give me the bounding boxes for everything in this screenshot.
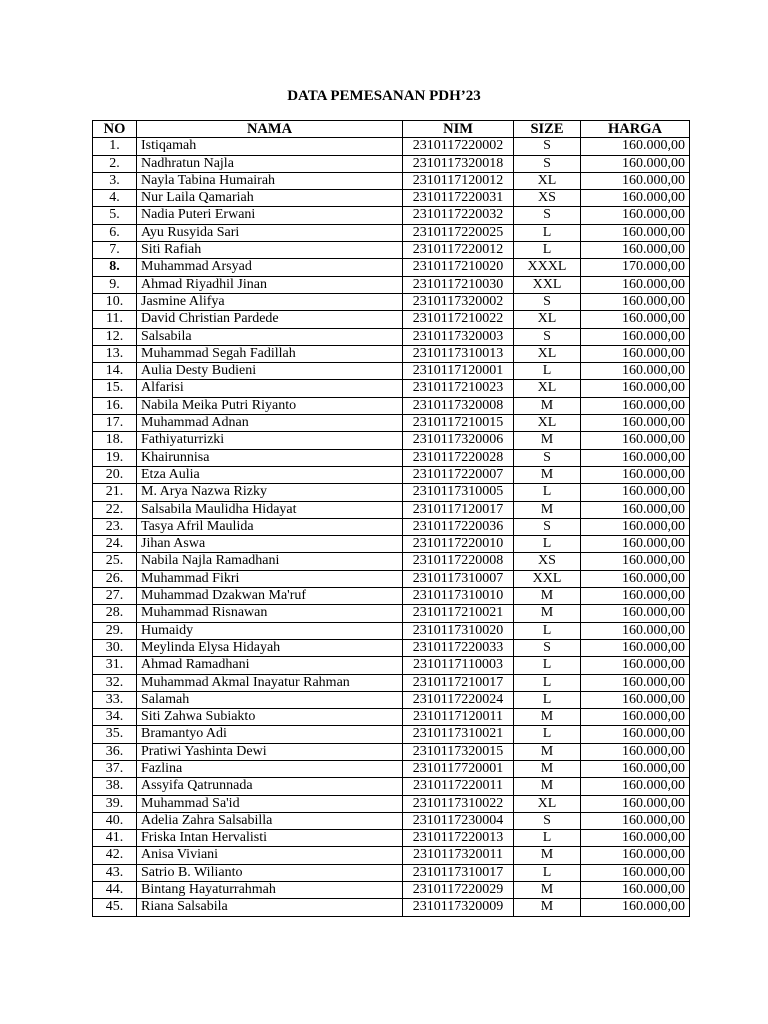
cell-size: XXL — [514, 276, 581, 293]
cell-harga: 160.000,00 — [581, 726, 690, 743]
cell-harga: 160.000,00 — [581, 242, 690, 259]
table-row — [93, 138, 690, 155]
cell-nama: Muhammad Segah Fadillah — [137, 345, 403, 362]
table-row — [93, 726, 690, 743]
cell-harga: 160.000,00 — [581, 449, 690, 466]
cell-nama: Friska Intan Hervalisti — [137, 830, 403, 847]
table-row — [93, 657, 690, 674]
cell-nim: 2310117220011 — [403, 778, 514, 795]
cell-no: 30. — [93, 639, 137, 656]
cell-nim: 2310117220002 — [403, 138, 514, 155]
table-row — [93, 864, 690, 881]
cell-nim: 2310117220008 — [403, 553, 514, 570]
cell-nim: 2310117320008 — [403, 397, 514, 414]
cell-no: 15. — [93, 380, 137, 397]
cell-harga: 160.000,00 — [581, 778, 690, 795]
cell-no: 25. — [93, 553, 137, 570]
cell-size: M — [514, 743, 581, 760]
cell-no: 10. — [93, 293, 137, 310]
cell-harga: 160.000,00 — [581, 864, 690, 881]
cell-nim: 2310117220024 — [403, 691, 514, 708]
cell-size: M — [514, 847, 581, 864]
cell-size: L — [514, 484, 581, 501]
cell-no: 14. — [93, 363, 137, 380]
header-no: NO — [93, 121, 137, 138]
cell-nama: Muhammad Arsyad — [137, 259, 403, 276]
cell-harga: 160.000,00 — [581, 830, 690, 847]
cell-no: 6. — [93, 224, 137, 241]
cell-harga: 160.000,00 — [581, 172, 690, 189]
table-row — [93, 311, 690, 328]
cell-nama: Nabila Meika Putri Riyanto — [137, 397, 403, 414]
cell-nama: Ayu Rusyida Sari — [137, 224, 403, 241]
table-row — [93, 432, 690, 449]
cell-no: 34. — [93, 709, 137, 726]
table-row — [93, 622, 690, 639]
cell-harga: 160.000,00 — [581, 743, 690, 760]
table-row — [93, 882, 690, 899]
header-size: SIZE — [514, 121, 581, 138]
cell-nim: 2310117220032 — [403, 207, 514, 224]
cell-size: M — [514, 605, 581, 622]
cell-nim: 2310117320018 — [403, 155, 514, 172]
cell-nim: 2310117220029 — [403, 882, 514, 899]
cell-nim: 2310117220013 — [403, 830, 514, 847]
table-row — [93, 553, 690, 570]
cell-nama: Assyifa Qatrunnada — [137, 778, 403, 795]
cell-nim: 2310117220033 — [403, 639, 514, 656]
cell-size: S — [514, 207, 581, 224]
cell-nim: 2310117220012 — [403, 242, 514, 259]
cell-harga: 160.000,00 — [581, 293, 690, 310]
cell-harga: 160.000,00 — [581, 501, 690, 518]
cell-harga: 160.000,00 — [581, 380, 690, 397]
header-nim: NIM — [403, 121, 514, 138]
cell-nama: Tasya Afril Maulida — [137, 518, 403, 535]
table-row — [93, 224, 690, 241]
table-row — [93, 293, 690, 310]
cell-harga: 160.000,00 — [581, 415, 690, 432]
cell-size: L — [514, 864, 581, 881]
cell-nama: Etza Aulia — [137, 466, 403, 483]
cell-nama: Muhammad Sa'id — [137, 795, 403, 812]
cell-no: 23. — [93, 518, 137, 535]
cell-nama: Nur Laila Qamariah — [137, 190, 403, 207]
cell-no: 18. — [93, 432, 137, 449]
cell-nama: Salamah — [137, 691, 403, 708]
cell-size: M — [514, 709, 581, 726]
cell-no: 45. — [93, 899, 137, 916]
cell-size: M — [514, 778, 581, 795]
cell-harga: 160.000,00 — [581, 311, 690, 328]
cell-harga: 160.000,00 — [581, 760, 690, 777]
cell-nama: Jihan Aswa — [137, 536, 403, 553]
cell-nim: 2310117120001 — [403, 363, 514, 380]
cell-no: 5. — [93, 207, 137, 224]
cell-size: L — [514, 657, 581, 674]
table-row — [93, 345, 690, 362]
cell-nama: Bramantyo Adi — [137, 726, 403, 743]
cell-harga: 160.000,00 — [581, 207, 690, 224]
cell-nim: 2310117320015 — [403, 743, 514, 760]
cell-nama: David Christian Pardede — [137, 311, 403, 328]
cell-nama: Satrio B. Wilianto — [137, 864, 403, 881]
table-row — [93, 207, 690, 224]
cell-nama: Salsabila — [137, 328, 403, 345]
cell-harga: 160.000,00 — [581, 328, 690, 345]
cell-harga: 160.000,00 — [581, 518, 690, 535]
cell-size: L — [514, 674, 581, 691]
table-row — [93, 847, 690, 864]
cell-nim: 2310117210020 — [403, 259, 514, 276]
cell-no: 1. — [93, 138, 137, 155]
cell-no: 12. — [93, 328, 137, 345]
cell-size: S — [514, 328, 581, 345]
cell-nama: Muhammad Risnawan — [137, 605, 403, 622]
cell-size: XL — [514, 345, 581, 362]
cell-nim: 2310117210030 — [403, 276, 514, 293]
table-row — [93, 501, 690, 518]
table-row — [93, 415, 690, 432]
cell-nim: 2310117310017 — [403, 864, 514, 881]
cell-nama: Muhammad Fikri — [137, 570, 403, 587]
cell-nim: 2310117120012 — [403, 172, 514, 189]
cell-no: 26. — [93, 570, 137, 587]
table-row — [93, 743, 690, 760]
cell-no: 35. — [93, 726, 137, 743]
cell-nama: Nabila Najla Ramadhani — [137, 553, 403, 570]
cell-harga: 160.000,00 — [581, 276, 690, 293]
cell-no: 39. — [93, 795, 137, 812]
cell-nama: Bintang Hayaturrahmah — [137, 882, 403, 899]
cell-nama: Anisa Viviani — [137, 847, 403, 864]
cell-harga: 160.000,00 — [581, 639, 690, 656]
document-title: DATA PEMESANAN PDH’23 — [287, 88, 481, 104]
table-row — [93, 830, 690, 847]
cell-nim: 2310117210022 — [403, 311, 514, 328]
table-row — [93, 259, 690, 276]
cell-nim: 2310117210021 — [403, 605, 514, 622]
cell-nama: Ahmad Riyadhil Jinan — [137, 276, 403, 293]
cell-harga: 160.000,00 — [581, 363, 690, 380]
cell-nim: 2310117110003 — [403, 657, 514, 674]
cell-nama: Ahmad Ramadhani — [137, 657, 403, 674]
cell-harga: 160.000,00 — [581, 691, 690, 708]
cell-nim: 2310117320011 — [403, 847, 514, 864]
table-row — [93, 242, 690, 259]
cell-size: XS — [514, 190, 581, 207]
cell-no: 3. — [93, 172, 137, 189]
cell-nim: 2310117720001 — [403, 760, 514, 777]
cell-no: 28. — [93, 605, 137, 622]
table-row — [93, 778, 690, 795]
cell-size: L — [514, 726, 581, 743]
cell-no: 44. — [93, 882, 137, 899]
cell-harga: 160.000,00 — [581, 466, 690, 483]
cell-no: 32. — [93, 674, 137, 691]
cell-no: 38. — [93, 778, 137, 795]
table-row — [93, 518, 690, 535]
cell-nama: Khairunnisa — [137, 449, 403, 466]
cell-nama: Riana Salsabila — [137, 899, 403, 916]
cell-no: 19. — [93, 449, 137, 466]
cell-size: L — [514, 622, 581, 639]
table-row — [93, 397, 690, 414]
cell-nama: Nayla Tabina Humairah — [137, 172, 403, 189]
cell-nim: 2310117310021 — [403, 726, 514, 743]
cell-nim: 2310117310007 — [403, 570, 514, 587]
cell-nim: 2310117320006 — [403, 432, 514, 449]
cell-harga: 160.000,00 — [581, 536, 690, 553]
cell-nim: 2310117120011 — [403, 709, 514, 726]
cell-no: 31. — [93, 657, 137, 674]
table-header-row — [93, 121, 690, 138]
table-row — [93, 328, 690, 345]
cell-no: 7. — [93, 242, 137, 259]
cell-size: M — [514, 501, 581, 518]
table-row — [93, 899, 690, 916]
cell-no: 40. — [93, 812, 137, 829]
table-row — [93, 380, 690, 397]
cell-no: 41. — [93, 830, 137, 847]
cell-size: L — [514, 224, 581, 241]
cell-nim: 2310117120017 — [403, 501, 514, 518]
cell-harga: 160.000,00 — [581, 553, 690, 570]
cell-nim: 2310117210023 — [403, 380, 514, 397]
cell-no: 33. — [93, 691, 137, 708]
cell-size: XL — [514, 172, 581, 189]
table-row — [93, 276, 690, 293]
cell-nama: Siti Rafiah — [137, 242, 403, 259]
cell-nim: 2310117220036 — [403, 518, 514, 535]
cell-no: 17. — [93, 415, 137, 432]
table-row — [93, 449, 690, 466]
table-row — [93, 812, 690, 829]
cell-nim: 2310117220031 — [403, 190, 514, 207]
cell-nim: 2310117210017 — [403, 674, 514, 691]
cell-size: S — [514, 293, 581, 310]
cell-nim: 2310117230004 — [403, 812, 514, 829]
cell-harga: 160.000,00 — [581, 812, 690, 829]
table-row — [93, 588, 690, 605]
cell-harga: 160.000,00 — [581, 190, 690, 207]
cell-harga: 160.000,00 — [581, 570, 690, 587]
cell-harga: 160.000,00 — [581, 899, 690, 916]
cell-nama: Adelia Zahra Salsabilla — [137, 812, 403, 829]
cell-harga: 160.000,00 — [581, 605, 690, 622]
cell-size: XL — [514, 795, 581, 812]
cell-nama: Nadia Puteri Erwani — [137, 207, 403, 224]
table-row — [93, 466, 690, 483]
table-row — [93, 570, 690, 587]
cell-nim: 2310117310020 — [403, 622, 514, 639]
cell-no: 16. — [93, 397, 137, 414]
cell-size: XXL — [514, 570, 581, 587]
cell-nama: Alfarisi — [137, 380, 403, 397]
cell-no: 20. — [93, 466, 137, 483]
cell-size: M — [514, 466, 581, 483]
cell-nama: Istiqamah — [137, 138, 403, 155]
cell-nama: Salsabila Maulidha Hidayat — [137, 501, 403, 518]
cell-harga: 160.000,00 — [581, 709, 690, 726]
cell-nim: 2310117310005 — [403, 484, 514, 501]
cell-size: XS — [514, 553, 581, 570]
cell-no: 36. — [93, 743, 137, 760]
cell-no: 13. — [93, 345, 137, 362]
table-row — [93, 795, 690, 812]
cell-size: XL — [514, 415, 581, 432]
cell-nim: 2310117320003 — [403, 328, 514, 345]
table-row — [93, 172, 690, 189]
cell-nim: 2310117320002 — [403, 293, 514, 310]
cell-harga: 170.000,00 — [581, 259, 690, 276]
cell-size: L — [514, 242, 581, 259]
cell-size: M — [514, 899, 581, 916]
cell-harga: 160.000,00 — [581, 882, 690, 899]
cell-nama: Aulia Desty Budieni — [137, 363, 403, 380]
cell-size: L — [514, 536, 581, 553]
cell-size: M — [514, 882, 581, 899]
cell-nim: 2310117310010 — [403, 588, 514, 605]
cell-size: S — [514, 639, 581, 656]
cell-size: M — [514, 760, 581, 777]
cell-harga: 160.000,00 — [581, 432, 690, 449]
table-row — [93, 536, 690, 553]
cell-size: S — [514, 155, 581, 172]
cell-nama: Siti Zahwa Subiakto — [137, 709, 403, 726]
cell-size: XL — [514, 380, 581, 397]
cell-nama: M. Arya Nazwa Rizky — [137, 484, 403, 501]
cell-no: 24. — [93, 536, 137, 553]
header-nama: NAMA — [137, 121, 403, 138]
cell-nim: 2310117220007 — [403, 466, 514, 483]
cell-harga: 160.000,00 — [581, 345, 690, 362]
cell-size: L — [514, 363, 581, 380]
cell-size: S — [514, 138, 581, 155]
cell-nama: Fazlina — [137, 760, 403, 777]
header-harga: HARGA — [581, 121, 690, 138]
cell-nama: Nadhratun Najla — [137, 155, 403, 172]
cell-size: M — [514, 397, 581, 414]
cell-nama: Muhammad Akmal Inayatur Rahman — [137, 674, 403, 691]
cell-nim: 2310117310022 — [403, 795, 514, 812]
table-row — [93, 709, 690, 726]
table-row — [93, 674, 690, 691]
cell-harga: 160.000,00 — [581, 155, 690, 172]
cell-nama: Pratiwi Yashinta Dewi — [137, 743, 403, 760]
cell-no: 43. — [93, 864, 137, 881]
cell-size: S — [514, 518, 581, 535]
cell-nama: Humaidy — [137, 622, 403, 639]
cell-nama: Fathiyaturrizki — [137, 432, 403, 449]
cell-nama: Muhammad Adnan — [137, 415, 403, 432]
cell-nim: 2310117210015 — [403, 415, 514, 432]
cell-nim: 2310117220025 — [403, 224, 514, 241]
cell-nim: 2310117310013 — [403, 345, 514, 362]
cell-nim: 2310117220028 — [403, 449, 514, 466]
cell-no: 42. — [93, 847, 137, 864]
table-row — [93, 155, 690, 172]
cell-no: 2. — [93, 155, 137, 172]
table-body — [93, 138, 690, 916]
cell-size: S — [514, 812, 581, 829]
cell-nama: Muhammad Dzakwan Ma'ruf — [137, 588, 403, 605]
cell-size: XXXL — [514, 259, 581, 276]
cell-nim: 2310117220010 — [403, 536, 514, 553]
cell-harga: 160.000,00 — [581, 795, 690, 812]
cell-no: 21. — [93, 484, 137, 501]
cell-size: S — [514, 449, 581, 466]
cell-no: 8. — [93, 259, 137, 276]
table-row — [93, 190, 690, 207]
cell-harga: 160.000,00 — [581, 847, 690, 864]
table-row — [93, 760, 690, 777]
cell-size: L — [514, 830, 581, 847]
cell-no: 37. — [93, 760, 137, 777]
cell-harga: 160.000,00 — [581, 657, 690, 674]
table-row — [93, 691, 690, 708]
cell-no: 11. — [93, 311, 137, 328]
cell-size: M — [514, 432, 581, 449]
cell-nama: Jasmine Alifya — [137, 293, 403, 310]
cell-harga: 160.000,00 — [581, 138, 690, 155]
cell-nama: Meylinda Elysa Hidayah — [137, 639, 403, 656]
cell-size: M — [514, 588, 581, 605]
cell-harga: 160.000,00 — [581, 674, 690, 691]
table-row — [93, 605, 690, 622]
cell-harga: 160.000,00 — [581, 224, 690, 241]
cell-no: 4. — [93, 190, 137, 207]
cell-size: L — [514, 691, 581, 708]
cell-harga: 160.000,00 — [581, 588, 690, 605]
order-table — [92, 120, 690, 917]
cell-no: 29. — [93, 622, 137, 639]
table-row — [93, 639, 690, 656]
cell-harga: 160.000,00 — [581, 484, 690, 501]
cell-harga: 160.000,00 — [581, 397, 690, 414]
cell-no: 22. — [93, 501, 137, 518]
table-row — [93, 484, 690, 501]
cell-size: XL — [514, 311, 581, 328]
table-row — [93, 363, 690, 380]
cell-no: 27. — [93, 588, 137, 605]
cell-harga: 160.000,00 — [581, 622, 690, 639]
cell-no: 9. — [93, 276, 137, 293]
cell-nim: 2310117320009 — [403, 899, 514, 916]
